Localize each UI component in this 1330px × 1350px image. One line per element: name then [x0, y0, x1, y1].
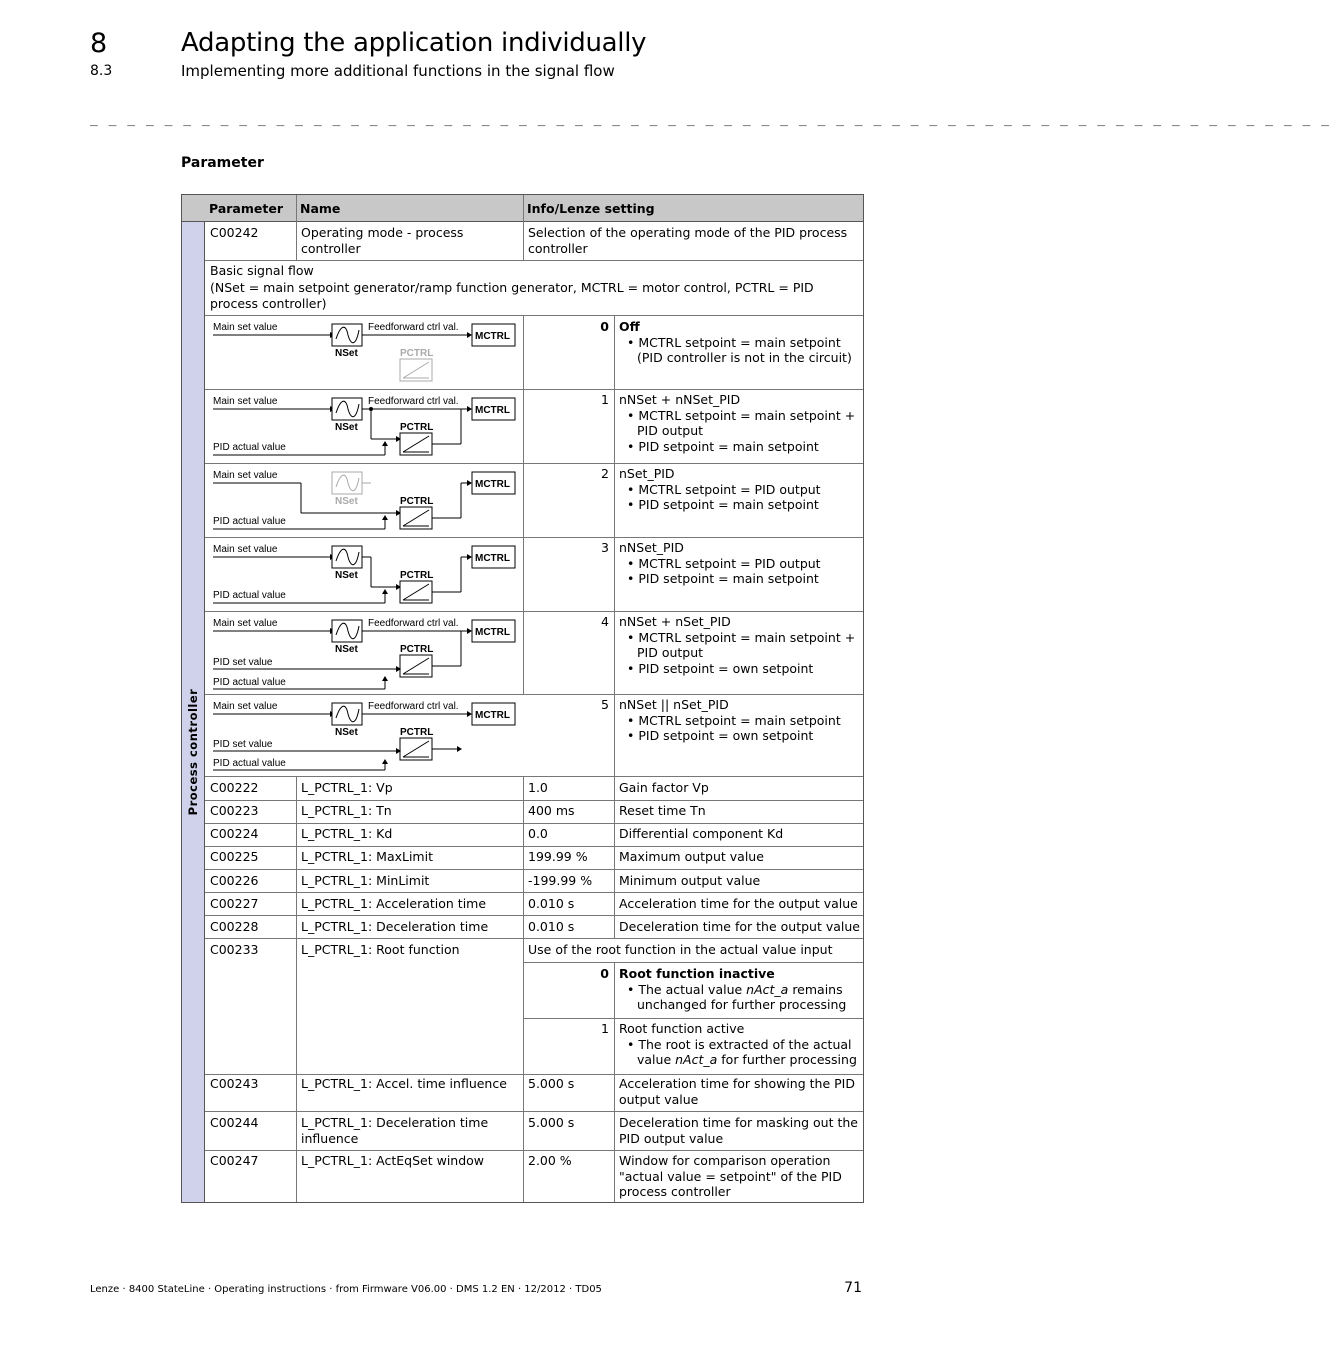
mode-1-value: 1: [601, 392, 609, 407]
mode-4-value: 4: [601, 614, 609, 629]
signal-flow-title: Basic signal flow: [210, 263, 314, 278]
table-row-value: 0.010 s: [528, 896, 575, 911]
svg-text:Main set value: Main set value: [213, 470, 278, 481]
mode-4-desc: nNSet + nSet_PID • MCTRL setpoint = main setpoint + PID output • PID setpoint = own setpoint: [619, 614, 856, 676]
signal-flow-diagram-mode-1: [207, 390, 523, 463]
table-row-name: L_PCTRL_1: Acceleration time: [301, 896, 487, 911]
svg-text:Main set value: Main set value: [213, 396, 278, 407]
table-row-info: Reset time Tn: [619, 803, 706, 818]
table-row-value: 0.0: [528, 826, 548, 841]
table-row-name: L_PCTRL_1: Accel. time influence: [301, 1076, 507, 1091]
svg-text:Main set value: Main set value: [213, 701, 278, 712]
table-row-code: C00244: [210, 1115, 259, 1130]
table-row-name: L_PCTRL_1: Tn: [301, 803, 392, 818]
table-row-code: C00223: [210, 803, 259, 818]
table-row-info: Window for comparison operation "actual value = setpoint" of the PID process controller: [619, 1153, 842, 1199]
table-row-code: C00222: [210, 780, 259, 795]
svg-text:PID actual value: PID actual value: [213, 758, 286, 769]
param-name-c00242: Operating mode - process controller: [301, 225, 464, 256]
table-row-info: Acceleration time for the output value: [619, 896, 858, 911]
table-row-value: 1.0: [528, 780, 548, 795]
table-row-name: L_PCTRL_1: Kd: [301, 826, 393, 841]
svg-text:MCTRL: MCTRL: [475, 331, 510, 342]
table-row-info: Deceleration time for masking out the PID output value: [619, 1115, 858, 1146]
parameter-table: [181, 194, 864, 1203]
svg-text:PCTRL: PCTRL: [400, 644, 434, 655]
signal-flow-diagram-mode-3: [207, 538, 523, 611]
svg-text:MCTRL: MCTRL: [475, 710, 510, 721]
svg-text:MCTRL: MCTRL: [475, 479, 510, 490]
col-header-info: Info/Lenze setting: [527, 201, 655, 216]
signal-flow-diagram-mode-2: [207, 464, 523, 537]
svg-text:MCTRL: MCTRL: [475, 405, 510, 416]
svg-text:Main set value: Main set value: [213, 544, 278, 555]
svg-text:MCTRL: MCTRL: [475, 627, 510, 638]
page-number: 71: [844, 1280, 862, 1296]
svg-text:NSet: NSet: [335, 496, 358, 507]
mode-2-desc: nSet_PID • MCTRL setpoint = PID output • PID setpoint = main setpoint: [619, 466, 821, 512]
svg-text:Feedforward ctrl val.: Feedforward ctrl val.: [368, 322, 459, 333]
mode-0-value: 0: [600, 319, 609, 334]
svg-text:NSet: NSet: [335, 570, 358, 581]
svg-text:Feedforward ctrl val.: Feedforward ctrl val.: [368, 396, 459, 407]
table-row-code: C00227: [210, 896, 259, 911]
side-category: [182, 222, 205, 1202]
signal-flow-legend: (NSet = main setpoint generator/ramp function generator, MCTRL = motor control, PCTRL = PID process controller): [210, 280, 814, 311]
svg-text:PCTRL: PCTRL: [400, 727, 434, 738]
table-row-info: Gain factor Vp: [619, 780, 709, 795]
mode-0-desc: Off • MCTRL setpoint = main setpoint (PID controller is not in the circuit): [619, 319, 852, 365]
table-row-value: -199.99 %: [528, 873, 593, 888]
svg-text:Feedforward ctrl val.: Feedforward ctrl val.: [368, 701, 459, 712]
root-option-1-desc: Root function active • The root is extracted of the actual value nAct_a for further processing: [619, 1021, 857, 1067]
table-row-name: L_PCTRL_1: Deceleration time: [301, 919, 489, 934]
col-header-parameter: Parameter: [209, 201, 283, 216]
table-row-code: C00243: [210, 1076, 259, 1091]
table-row-name: L_PCTRL_1: MaxLimit: [301, 849, 433, 864]
table-row-info: Deceleration time for the output value: [619, 919, 860, 934]
param-code-c00242: C00242: [210, 225, 259, 240]
col-header-name: Name: [300, 201, 341, 216]
svg-text:NSet: NSet: [335, 348, 358, 359]
svg-text:PID actual value: PID actual value: [213, 516, 286, 527]
signal-flow-diagram-mode-0: [207, 316, 523, 389]
table-row-value: 0.010 s: [528, 919, 575, 934]
side-category-label: Process controller: [186, 688, 200, 816]
param-name-c00233: L_PCTRL_1: Root function: [301, 942, 460, 957]
svg-text:PID set value: PID set value: [213, 739, 273, 750]
svg-text:NSet: NSet: [335, 644, 358, 655]
table-row-value: 400 ms: [528, 803, 575, 818]
root-option-0-value: 0: [600, 966, 609, 981]
svg-text:PCTRL: PCTRL: [400, 570, 434, 581]
table-row-name: L_PCTRL_1: Deceleration time influence: [301, 1115, 489, 1146]
table-row-info: Maximum output value: [619, 849, 764, 864]
table-row-info: Minimum output value: [619, 873, 761, 888]
section-number: 8.3: [90, 63, 113, 79]
svg-text:PID actual value: PID actual value: [213, 442, 286, 453]
table-row-name: L_PCTRL_1: MinLimit: [301, 873, 430, 888]
svg-text:NSet: NSet: [335, 422, 358, 433]
dashed-rule: _ _ _ _ _ _ _ _ _ _ _ _ _ _ _ _ _ _ _ _ _ _ _ _ _ _ _ _ _ _ _ _ _ _ _ _ _ _ _ _ _ _ _ _ _ _ _ _ _ _ _ _ _ _ _ _ _ _ _ _ _ _ _ _ _ _ _: [90, 112, 1330, 127]
table-row-info: Differential component Kd: [619, 826, 784, 841]
table-row-code: C00226: [210, 873, 259, 888]
param-info-c00242: Selection of the operating mode of the PID process controller: [528, 225, 848, 256]
svg-text:MCTRL: MCTRL: [475, 553, 510, 564]
mode-5-desc: nNSet || nSet_PID • MCTRL setpoint = main setpoint • PID setpoint = own setpoint: [619, 697, 841, 743]
svg-text:Main set value: Main set value: [213, 618, 278, 629]
mode-3-desc: nNSet_PID • MCTRL setpoint = PID output • PID setpoint = main setpoint: [619, 540, 821, 586]
svg-text:Feedforward ctrl val.: Feedforward ctrl val.: [368, 618, 459, 629]
signal-flow-diagram-mode-5: [207, 695, 523, 776]
svg-text:NSet: NSet: [335, 727, 358, 738]
section-title: Implementing more additional functions in the signal flow: [181, 62, 615, 80]
chapter-title: Adapting the application individually: [181, 28, 647, 58]
table-row-value: 5.000 s: [528, 1076, 575, 1091]
table-row-value: 2.00 %: [528, 1153, 572, 1168]
svg-text:PID actual value: PID actual value: [213, 677, 286, 688]
svg-text:PCTRL: PCTRL: [400, 496, 434, 507]
svg-text:PCTRL: PCTRL: [400, 422, 434, 433]
mode-3-value: 3: [601, 540, 609, 555]
svg-text:PID actual value: PID actual value: [213, 590, 286, 601]
signal-flow-diagram-mode-4: [207, 612, 523, 694]
root-option-0-desc: Root function inactive • The actual value nAct_a remains unchanged for further processing: [619, 966, 847, 1012]
table-row-value: 199.99 %: [528, 849, 588, 864]
table-row-code: C00225: [210, 849, 259, 864]
table-row-name: L_PCTRL_1: Vp: [301, 780, 393, 795]
table-row-code: C00224: [210, 826, 259, 841]
mode-1-desc: nNSet + nNSet_PID • MCTRL setpoint = main setpoint + PID output • PID setpoint = main setpoint: [619, 392, 856, 454]
table-row-code: C00247: [210, 1153, 259, 1168]
root-option-1-value: 1: [601, 1021, 609, 1036]
mode-2-value: 2: [601, 466, 609, 481]
table-row-info: Acceleration time for showing the PID output value: [619, 1076, 855, 1107]
footer-text: Lenze · 8400 StateLine · Operating instructions · from Firmware V06.00 · DMS 1.2 EN · 12/2012 · TD05: [90, 1284, 602, 1295]
parameter-heading: Parameter: [181, 155, 264, 171]
svg-text:Main set value: Main set value: [213, 322, 278, 333]
table-row-name: L_PCTRL_1: ActEqSet window: [301, 1153, 485, 1168]
svg-text:PID set value: PID set value: [213, 657, 273, 668]
param-code-c00233: C00233: [210, 942, 259, 957]
svg-text:PCTRL: PCTRL: [400, 348, 434, 359]
chapter-number: 8: [90, 28, 108, 59]
mode-5-value: 5: [601, 697, 609, 712]
param-info-c00233: Use of the root function in the actual value input: [528, 942, 833, 957]
table-row-value: 5.000 s: [528, 1115, 575, 1130]
table-row-code: C00228: [210, 919, 259, 934]
